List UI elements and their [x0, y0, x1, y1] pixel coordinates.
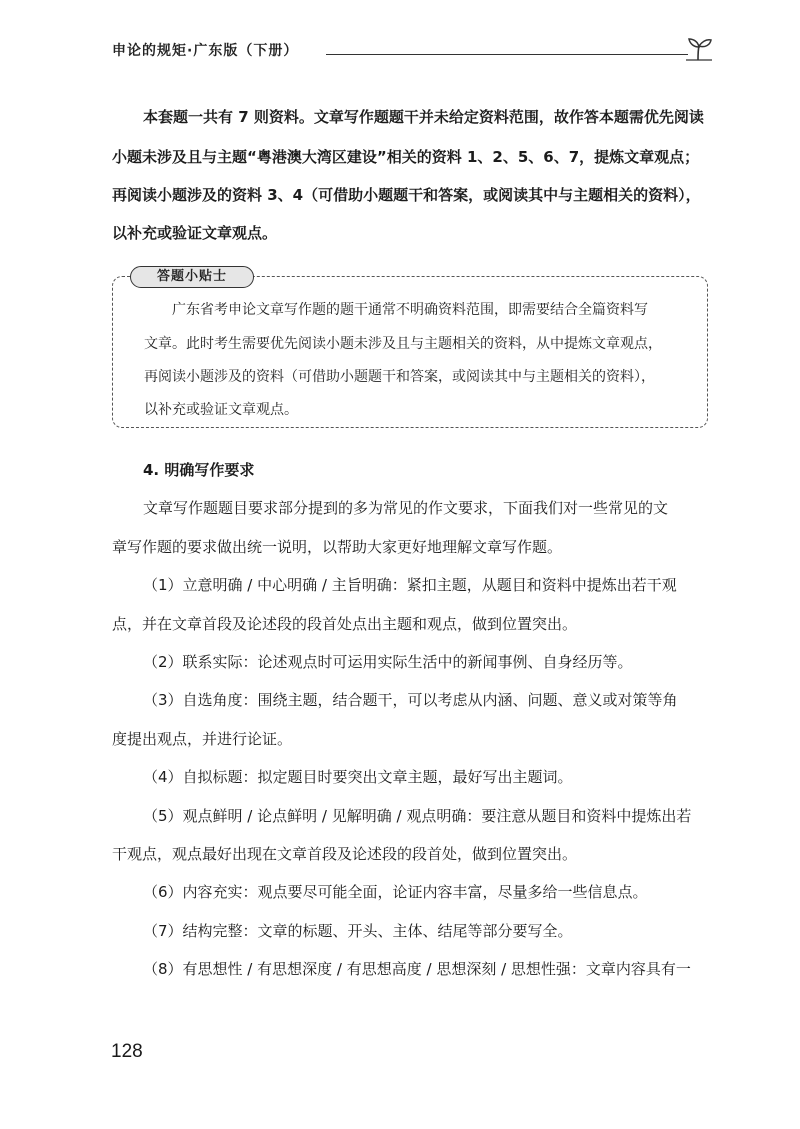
section-line-1: 文章写作题题目要求部分提到的多为常见的作文要求，下面我们对一些常见的文 [143, 499, 669, 517]
section-line-13: （8）有思想性 / 有思想深度 / 有思想高度 / 思想深刻 / 思想性强：文章内容具有一 [143, 960, 691, 978]
section-line-6: （3）自选角度：围绕主题，结合题干，可以考虑从内涵、问题、意义或对策等角 [143, 691, 678, 709]
intro-line-1: 本套题一共有 7 则资料。文章写作题题干并未给定资料范围，故作答本题需优先阅读 [143, 108, 704, 126]
sprout-icon [684, 36, 714, 62]
header-rule [326, 54, 688, 55]
section-title: 4. 明确写作要求 [143, 461, 255, 479]
section-line-10: 干观点，观点最好出现在文章首段及论述段的段首处，做到位置突出。 [112, 845, 578, 863]
section-line-4: 点，并在文章首段及论述段的段首处点出主题和观点，做到位置突出。 [112, 615, 578, 633]
tip-line-4: 以补充或验证文章观点。 [144, 402, 298, 418]
tip-line-1: 广东省考申论文章写作题的题干通常不明确资料范围，即需要结合全篇资料写 [172, 302, 648, 318]
section-line-12: （7）结构完整：文章的标题、开头、主体、结尾等部分要写全。 [143, 922, 573, 940]
section-line-9: （5）观点鲜明 / 论点鲜明 / 见解明确 / 观点明确：要注意从题目和资料中提炼出若 [143, 807, 692, 825]
header-title: 申论的规矩·广东版（下册） [112, 43, 299, 59]
tip-line-3: 再阅读小题涉及的资料（可借助小题题干和答案，或阅读其中与主题相关的资料）， [144, 369, 655, 385]
tip-tag: 答题小贴士 [130, 266, 254, 288]
running-header [112, 36, 712, 64]
intro-line-3: 再阅读小题涉及的资料 3、4（可借助小题题干和答案，或阅读其中与主题相关的资料）， [112, 186, 701, 204]
section-line-7: 度提出观点，并进行论证。 [112, 730, 293, 748]
tip-line-2: 文章。此时考生需要优先阅读小题未涉及且与主题相关的资料，从中提炼文章观点， [144, 336, 662, 352]
section-line-3: （1）立意明确 / 中心明确 / 主旨明确：紧扣主题，从题目和资料中提炼出若干观 [143, 576, 677, 594]
section-line-11: （6）内容充实：观点要尽可能全面，论证内容丰富，尽量多给一些信息点。 [143, 883, 648, 901]
page-number: 128 [111, 1041, 143, 1062]
intro-line-4: 以补充或验证文章观点。 [112, 224, 278, 242]
section-line-5: （2）联系实际：论述观点时可运用实际生活中的新闻事例、自身经历等。 [143, 653, 633, 671]
intro-line-2: 小题未涉及且与主题“粤港澳大湾区建设”相关的资料 1、2、5、6、7，提炼文章观点； [112, 148, 700, 166]
section-line-2: 章写作题的要求做出统一说明，以帮助大家更好地理解文章写作题。 [112, 538, 563, 556]
section-line-8: （4）自拟标题：拟定题目时要突出文章主题，最好写出主题词。 [143, 768, 573, 786]
